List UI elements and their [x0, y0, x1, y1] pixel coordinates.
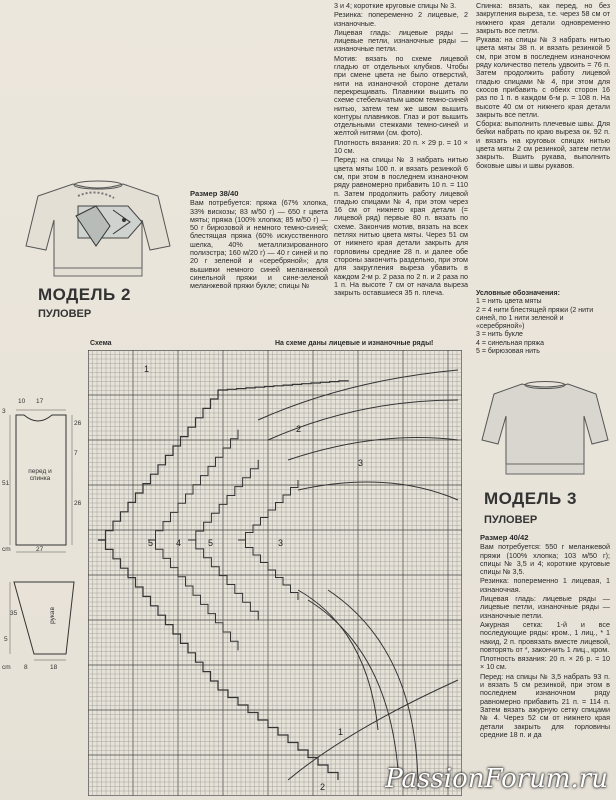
schema-note: На схеме даны лицевые и изнаночные ряды! [275, 340, 434, 347]
text-para: Ажурная сетка: 1-й и все последующие ряды: кром., 1 лиц., * 1 накид, 2 п. провязать вместе лицевой, повторять от *, закончить 1 лиц., кром. [480, 619, 610, 654]
text-para: Перед: на спицы № 3 набрать нитью цвета мяты 100 п. и вязать резинкой 6 см, при этом в последнем изнаночном ряду равномерно прибавить 10 п. = 110 п. Затем продолжить работу лицевой гладью спицами № 4, при этом через 16 см от нижнего края детали (= лицевой ряд) первые 80 п. вязать по схеме. Закончив мотив, вязать на всех петлях нитью цвета мяты. Через 51 см от нижнего края детали закрыть для горловины средние 28 п. и далее обе стороны закончить раздельно, при этом для закругления выреза убавить в каждом 2-м р. 2 раза по 2 п. и 2 раза по 1 п. На высоте 7 см от начала выреза закрыть оставшиеся 35 п. плеча. [334, 155, 468, 298]
model2-materials [190, 190, 328, 330]
text-para: Лицевая гладь: лицевые ряды — лицевые петли, изнаночные ряды — изнаночные петли. [334, 27, 468, 54]
legend-item: 1 = нить цвета мяты [476, 298, 542, 306]
text-para: 3 и 4; короткие круговые спицы № 3. [334, 2, 457, 10]
text-para: Спинка: вязать, как перед, но без закругления выреза, т.е. через 58 см от нижнего края детали одновременно закрыть все петли. [476, 2, 610, 35]
chart-label: 1 [144, 364, 150, 374]
schematic-front-back [2, 405, 88, 560]
dim-label: 51 [2, 480, 10, 487]
dim-label: 26 [74, 500, 82, 507]
dim-label: cm [2, 664, 11, 671]
text-para: Плотность вязания: 20 п. × 26 р. = 10 × 10 см. [480, 654, 610, 672]
schema-title: Схема [90, 340, 112, 347]
model2-size: Размер 38/40 [190, 190, 239, 198]
chart-label: 5 [208, 538, 214, 548]
text-para: Резинка: попеременно 2 лицевые, 2 изнаночные. [334, 10, 468, 28]
text-para: Рукава: на спицы № 3 набрать нитью цвета мяты 38 п. и вязать резинкой 5 см, при этом в последнем изнаночном ряду количество петель удвоить = 76 п. Затем продолжить работу лицевой гладью спицами № 4, при этом для скосов прибавить с обеих сторон 16 раз по 1 п. в каждом 6-м р. = 108 п. На высоте 40 см от нижнего края детали закрыть все петли. [476, 35, 610, 119]
sleeve-label: рукав [48, 607, 56, 624]
legend-item: 5 = бирюзовая нить [476, 348, 540, 356]
text-para: Перед: на спицы № 3,5 набрать 93 п. и вязать 5 см резинкой, при этом в последнем изнаночном ряду равномерно прибавить 21 п. = 114 п. Затем вязать ажурную сетку спицами № 4. Через 52 см от нижнего края детали закрыть для горловины средние 18 п. и да [480, 671, 610, 739]
dim-label: 35 [10, 610, 18, 617]
chart-label: 2 [320, 782, 326, 792]
chart-label: 2 [296, 424, 302, 434]
dim-label: 17 [36, 398, 44, 405]
legend-title: Условные обозначения: [476, 290, 560, 297]
instructions-model2-column [334, 2, 468, 338]
model3-title: МОДЕЛЬ 3 [484, 489, 577, 508]
chart-label: 4 [176, 538, 182, 548]
dim-label: 27 [36, 546, 44, 553]
model2-subtitle: ПУЛОВЕР [38, 308, 92, 320]
dim-label: 8 [24, 664, 28, 671]
dim-label: 18 [50, 664, 58, 671]
model2-title: МОДЕЛЬ 2 [38, 285, 131, 304]
text-para: Лицевая гладь: лицевые ряды — лицевые петли, изнаночные ряды — изнаночные петли. [480, 594, 610, 620]
legend-item: 4 = синельная пряжа [476, 339, 545, 347]
dim-label: 3 [2, 408, 6, 415]
text-para: Сборка: выполнить плечевые швы. Для бейки набрать по краю выреза ок. 92 п. и вязать на круговых спицах нитью цвета мяты 2 см резинкой, затем петли закрыть. Вшить рукава, выполнить боковые швы и швы рукавов. [476, 119, 610, 170]
instructions-model2-column-2 [476, 2, 610, 257]
front-back-label: перед и спинка [28, 468, 52, 482]
sweater-sketch-model3 [478, 376, 612, 480]
chart-label: 1 [338, 727, 344, 737]
chart-label: 3 [358, 458, 364, 468]
dim-label: cm [2, 546, 11, 553]
model2-materials-text: Вам потребуется: пряжа (67% хлопка, 33% вискозы; 83 м/50 г) — 650 г цвета мяты; пряжа (100% хлопка; 85 м/50 г) — 50 г бирюзовой и немного темно-синей; блестящая пряжа (60% искусственного шелка, 40% металлизированного полиэстра; 160 м/20 г) — 40 г синей и по 20 г зеленой и «серебряной»; для вышивки немного синей меланжевой синельной пряжи и сине-зеленой меланжевой пряжи букле; спицы № [190, 198, 328, 291]
chart-label: 3 [278, 538, 284, 548]
watermark: PassionForum.ru [385, 764, 608, 794]
chart-label: 5 [148, 538, 154, 548]
text-para: Мотив: вязать по схеме лицевой гладью от отдельных клубков. Чтобы при смене цвета не было отверстий, нити на изнаночной стороне детали перекрещивать. Плавники вышить по схеме стебельчатым швом темно-синей нитью, затем тем же швом вышить контуры плавников. Глаз и рот вышить отдельными стежками темно-синей и желтой нитями (см. фото). [334, 53, 468, 138]
text-para: Плотность вязания: 20 п. × 29 р. = 10 × 10 см. [334, 137, 468, 156]
model3-size: Размер 40/42 [480, 534, 529, 542]
sweater-sketch-model2 [18, 176, 178, 284]
knitting-chart [88, 350, 462, 796]
dim-label: 5 [4, 636, 8, 643]
text-para: Резинка: попеременно 1 лицевая, 1 изнаночная. [480, 576, 610, 594]
text-para: Вам потребуется: 550 г меланжевой пряжи (100% хлопка; 103 м/50 г); спицы № 3,5 и 4; короткие круговые спицы № 3,5. [480, 542, 610, 577]
legend-item: 2 = 4 нити блестящей пряжи (2 нити синей, по 1 нити зеленой и «серебряной») [476, 306, 594, 331]
schematic-sleeve [8, 572, 86, 662]
model3-instructions [480, 534, 610, 798]
legend-item: 3 = нить букле [476, 331, 523, 339]
model3-subtitle: ПУЛОВЕР [484, 514, 538, 526]
legend [476, 290, 610, 356]
dim-label: 10 [18, 398, 26, 405]
dim-label: 7 [74, 450, 78, 457]
dim-label: 26 [74, 420, 82, 427]
